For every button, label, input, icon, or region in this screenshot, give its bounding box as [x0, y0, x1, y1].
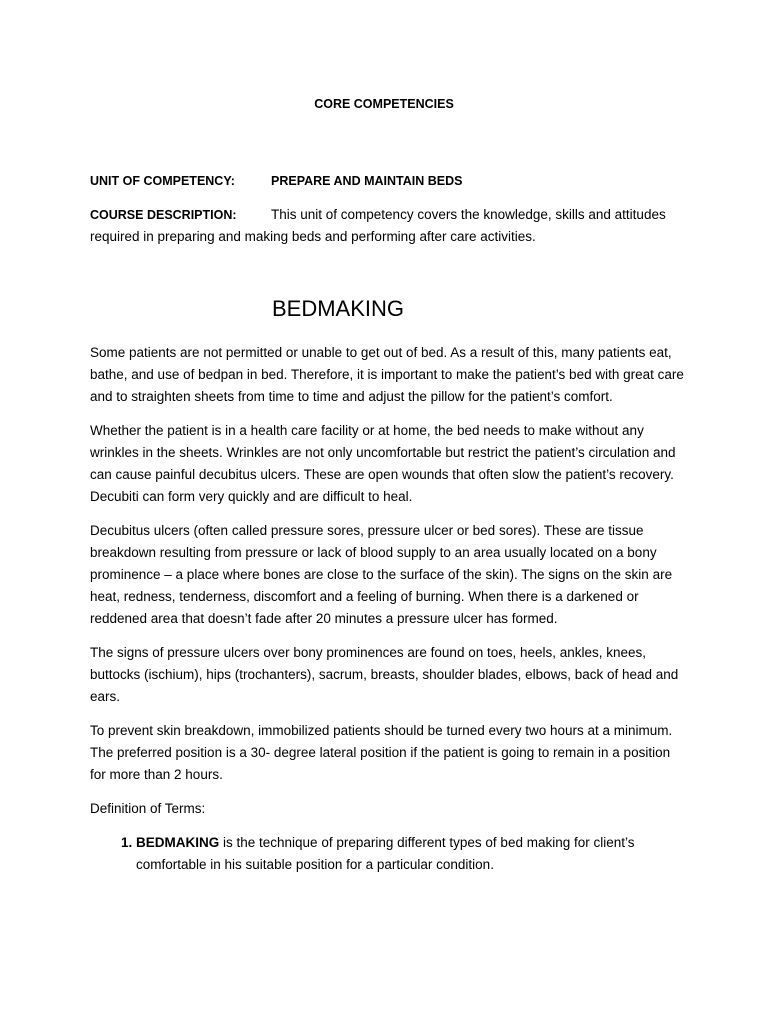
- unit-of-competency: [90, 170, 462, 192]
- document-title: CORE COMPETENCIES: [314, 97, 454, 111]
- course-label: COURSE DESCRIPTION:: [90, 208, 237, 222]
- course-value: This unit of competency covers the knowledge, skills and attitudes required in preparing and making beds and performing after care activities.: [90, 207, 666, 244]
- terms-label: Definition of Terms:: [90, 801, 206, 816]
- section-body: [90, 342, 686, 876]
- paragraph: The signs of pressure ulcers over bony prominences are found on toes, heels, ankles, knees, buttocks (ischium), hips (trochanters), sacrum, breasts, shoulder blades, elbows, back of head and ears.: [90, 645, 679, 704]
- paragraph: Some patients are not permitted or unable to get out of bed. As a result of this, many patients eat, bathe, and use of bedpan in bed. Therefore, it is important to make the patient’s bed with great care and to straighten sheets from time to time and adjust the pillow for the patient’s comfort.: [90, 345, 684, 404]
- terms-list: [90, 832, 686, 876]
- unit-label: UNIT OF COMPETENCY:: [90, 174, 235, 188]
- unit-value: PREPARE AND MAINTAIN BEDS: [271, 174, 463, 188]
- paragraph: Decubitus ulcers (often called pressure sores, pressure ulcer or bed sores). These are tissue breakdown resulting from pressure or lack of blood supply to an area usually located on a bony prominence – a place where bones are close to the surface of the skin). The signs on the skin are heat, redness, tenderness, discomfort and a feeling of burning. When there is a darkened or reddened area that doesn’t fade after 20 minutes a pressure ulcer has formed.: [90, 523, 673, 626]
- term-definition: is the technique of preparing different types of bed making for client’s comfortable in his suitable position for a particular condition.: [136, 835, 635, 872]
- paragraph: Whether the patient is in a health care facility or at home, the bed needs to make without any wrinkles in the sheets. Wrinkles are not only uncomfortable but restrict the patient’s circulation and can cause painful decubitus ulcers. These are open wounds that often slow the patient’s recovery. Decubiti can form very quickly and are difficult to heal.: [90, 423, 676, 504]
- paragraph: To prevent skin breakdown, immobilized patients should be turned every two hours at a minimum. The preferred position is a 30- degree lateral position if the patient is going to remain in a position for more than 2 hours.: [90, 723, 673, 782]
- list-item: [136, 832, 686, 876]
- course-description: [90, 204, 686, 248]
- section-heading: BEDMAKING: [272, 296, 405, 321]
- term-name: BEDMAKING: [136, 835, 220, 850]
